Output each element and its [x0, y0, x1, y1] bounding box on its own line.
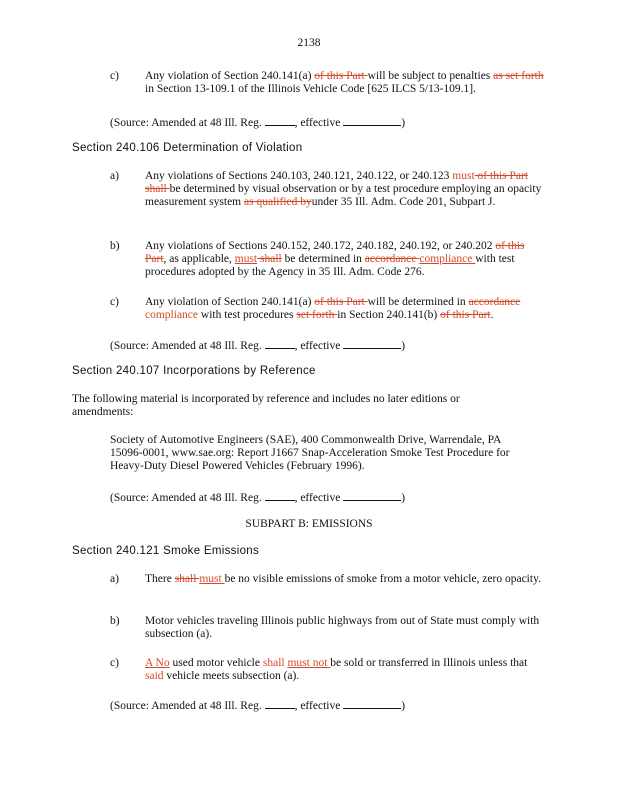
item-label: b) [110, 240, 120, 252]
item-label: a) [110, 170, 119, 182]
section-141-c-text: Any violation of Section 240.141(a) of this Part will be subject to penalties as set forth in Section 13-109.1 of the Illinois Vehicle Code [625 ILCS 5/13-109.1]. [145, 70, 544, 95]
section-121-c-text: A No used motor vehicle shall must not be sold or transferred in Illinois unless that said vehicle meets subsection (a). [145, 657, 528, 682]
section-107-intro: The following material is incorporated by reference and includes no later editions or amendments: [72, 393, 460, 418]
section-106-heading: Section 240.106 Determination of Violation [72, 142, 303, 154]
sae-reference: Society of Automotive Engineers (SAE), 400 Commonwealth Drive, Warrendale, PA 15096-0001, www.sae.org: Report J1667 Snap-Acceleration Smoke Test Procedure for Heavy-Duty Diesel Powered Vehicles (February 1996). [110, 434, 510, 472]
section-106-b-text: Any violations of Sections 240.152, 240.172, 240.182, 240.192, or 240.202 of this Part, as applicable, must shall be determined in accordance compliance with test procedures adopted by the Agency in 35 Ill. Adm. Code 276. [145, 240, 525, 278]
section-121-a-text: There shall must be no visible emissions of smoke from a motor vehicle, zero opacity. [145, 573, 541, 585]
page-number: 2138 [297, 37, 321, 49]
section-106-c-text: Any violation of Section 240.141(a) of this Part will be determined in accordance compliance with test procedures set forth in Section 240.141(b) of this Part. [145, 296, 521, 321]
source-note: (Source: Amended at 48 Ill. Reg. , effective ) [110, 340, 406, 352]
section-106-a-text: Any violations of Sections 240.103, 240.121, 240.122, or 240.123 must of this Part shall be determined by visual observation or by a test procedure employing an opacity measurement system as qualified byunder 35 Ill. Adm. Code 201, Subpart J. [145, 170, 542, 208]
item-label: c) [110, 296, 119, 308]
section-121-heading: Section 240.121 Smoke Emissions [72, 545, 260, 557]
source-note: (Source: Amended at 48 Ill. Reg. , effective ) [110, 117, 406, 129]
source-note: (Source: Amended at 48 Ill. Reg. , effective ) [110, 700, 406, 712]
item-label: a) [110, 573, 119, 585]
source-note: (Source: Amended at 48 Ill. Reg. , effective ) [110, 492, 406, 504]
item-label: c) [110, 70, 119, 82]
item-label: c) [110, 657, 119, 669]
section-107-heading: Section 240.107 Incorporations by Reference [72, 365, 316, 377]
section-121-b-text: Motor vehicles traveling Illinois public highways from out of State must comply with subsection (a). [145, 615, 540, 640]
item-label: b) [110, 615, 120, 627]
subpart-heading: SUBPART B: EMISSIONS [245, 518, 373, 530]
